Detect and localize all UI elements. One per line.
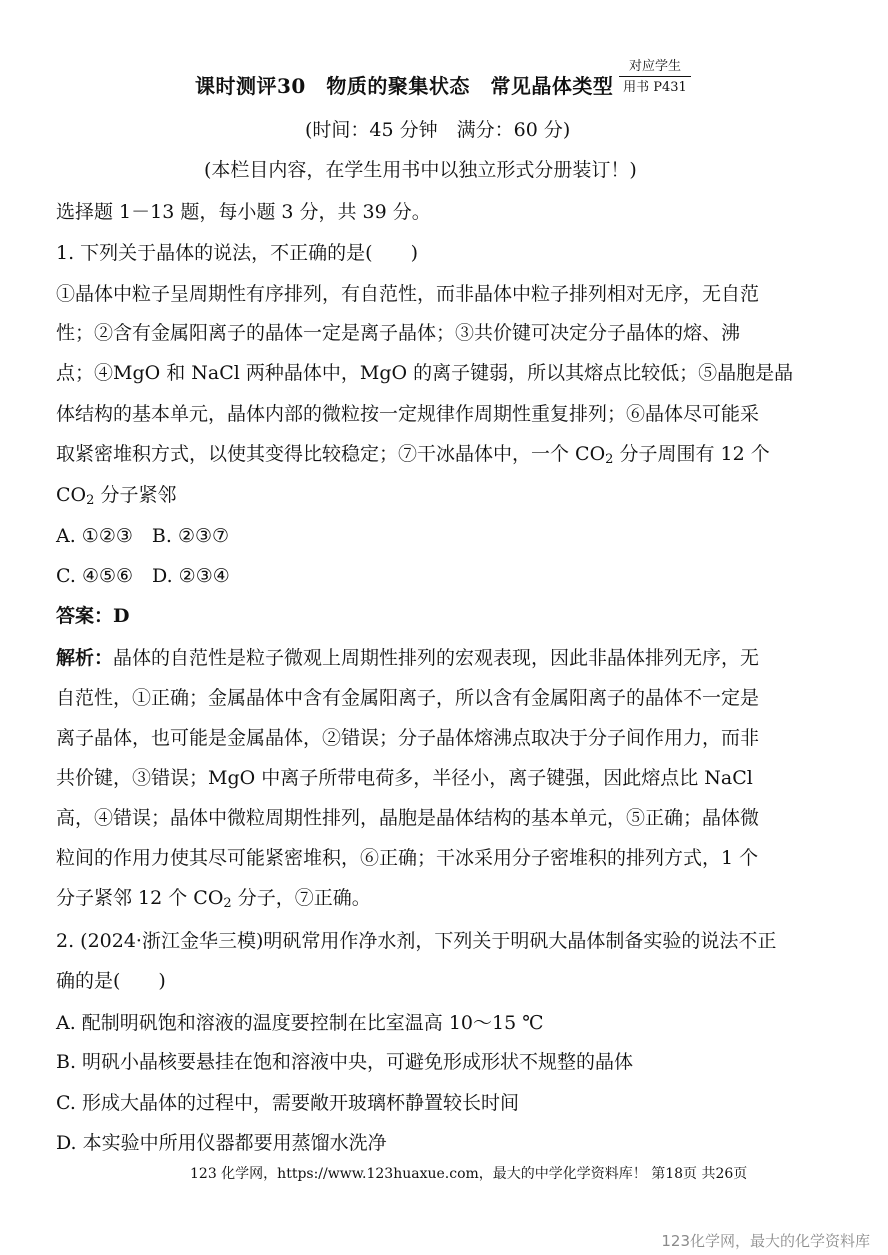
- analysis-text: 分子，⑦正确。: [231, 887, 371, 909]
- q2-option-a: A. 配制明矾饱和溶液的温度要控制在比室温高 10～15 ℃: [56, 1012, 544, 1034]
- time-info: (时间：45 分钟 满分：60 分): [305, 119, 571, 141]
- q1-analysis-line: [56, 886, 371, 910]
- binding-note: (本栏目内容，在学生用书中以独立形式分册装订！): [204, 159, 637, 181]
- q1-body-line: 体结构的基本单元，晶体内部的微粒按一定规律作周期性重复排列；⑥晶体尽可能采: [56, 403, 760, 425]
- q2-option-b: B. 明矾小晶核要悬挂在饱和溶液中央，可避免形成形状不规整的晶体: [56, 1051, 634, 1073]
- reference-top: 对应学生: [619, 58, 691, 77]
- reference-bottom: 用书 P431: [623, 80, 687, 95]
- page-footer: 123 化学网，https://www.123huaxue.com，最大的中学化学资料库！ 第18页 共26页: [190, 1166, 748, 1182]
- instructions: 选择题 1－13 题，每小题 3 分，共 39 分。: [56, 201, 431, 223]
- q1-analysis-line: 粒间的作用力使其尽可能紧密堆积，⑥正确；干冰采用分子密堆积的排列方式，1 个: [56, 847, 759, 869]
- q1-options-cd: C. ④⑤⑥ D. ②③④: [56, 565, 230, 587]
- q1-analysis-line: 共价键，③错误；MgO 中离子所带电荷多，半径小，离子键强，因此熔点比 NaCl: [56, 767, 753, 789]
- q1-body-text: CO: [56, 484, 87, 506]
- watermark: 123化学网，最大的化学资料库: [661, 1232, 870, 1250]
- q2-stem-line: 2. (2024·浙江金华三模)明矾常用作净水剂，下列关于明矾大晶体制备实验的说法不正: [56, 930, 777, 952]
- q1-body-text: 分子紧邻: [94, 484, 177, 506]
- subscript: 2: [223, 896, 232, 911]
- answer-value: D: [113, 605, 130, 627]
- q1-body-line: [56, 442, 770, 466]
- q1-options-ab: A. ①②③ B. ②③⑦: [56, 525, 230, 547]
- analysis-text: 分子紧邻 12 个 CO: [56, 887, 224, 909]
- q1-body-line: [56, 483, 176, 507]
- analysis-label: 解析：: [56, 647, 114, 669]
- q2-option-c: C. 形成大晶体的过程中，需要敞开玻璃杯静置较长时间: [56, 1092, 519, 1114]
- q1-stem: 1. 下列关于晶体的说法，不正确的是( ): [56, 242, 418, 264]
- q1-body-line: 点；④MgO 和 NaCl 两种晶体中，MgO 的离子键弱，所以其熔点比较低；⑤晶胞是晶: [56, 362, 794, 384]
- subscript: 2: [86, 493, 95, 508]
- analysis-text: 晶体的自范性是粒子微观上周期性排列的宏观表现，因此非晶体排列无序，无: [113, 647, 760, 669]
- q1-analysis-line: 离子晶体，也可能是金属晶体，②错误；分子晶体熔沸点取决于分子间作用力，而非: [56, 727, 760, 749]
- page-title: 课时测评30 物质的聚集状态 常见晶体类型: [195, 74, 614, 98]
- q1-body-line: 性；②含有金属阳离子的晶体一定是离子晶体；③共价键可决定分子晶体的熔、沸: [56, 322, 741, 344]
- q1-analysis-line: 高，④错误；晶体中微粒周期性排列，晶胞是晶体结构的基本单元，⑤正确；晶体微: [56, 807, 760, 829]
- subscript: 2: [605, 452, 614, 467]
- q1-body-text: 分子周围有 12 个: [613, 443, 770, 465]
- textbook-reference: [619, 58, 691, 96]
- q1-analysis-line: [56, 646, 759, 670]
- q1-analysis-line: 自范性，①正确；金属晶体中含有金属阳离子，所以含有金属阳离子的晶体不一定是: [56, 687, 760, 709]
- q1-body-line: ①晶体中粒子呈周期性有序排列，有自范性，而非晶体中粒子排列相对无序，无自范: [56, 283, 760, 305]
- q2-option-d: D. 本实验中所用仪器都要用蒸馏水洗净: [56, 1132, 387, 1154]
- q2-stem-line: 确的是( ): [56, 970, 166, 992]
- q1-answer: [56, 604, 130, 628]
- q1-body-text: 取紧密堆积方式，以使其变得比较稳定；⑦干冰晶体中，一个 CO: [56, 443, 606, 465]
- answer-label: 答案：: [56, 605, 114, 627]
